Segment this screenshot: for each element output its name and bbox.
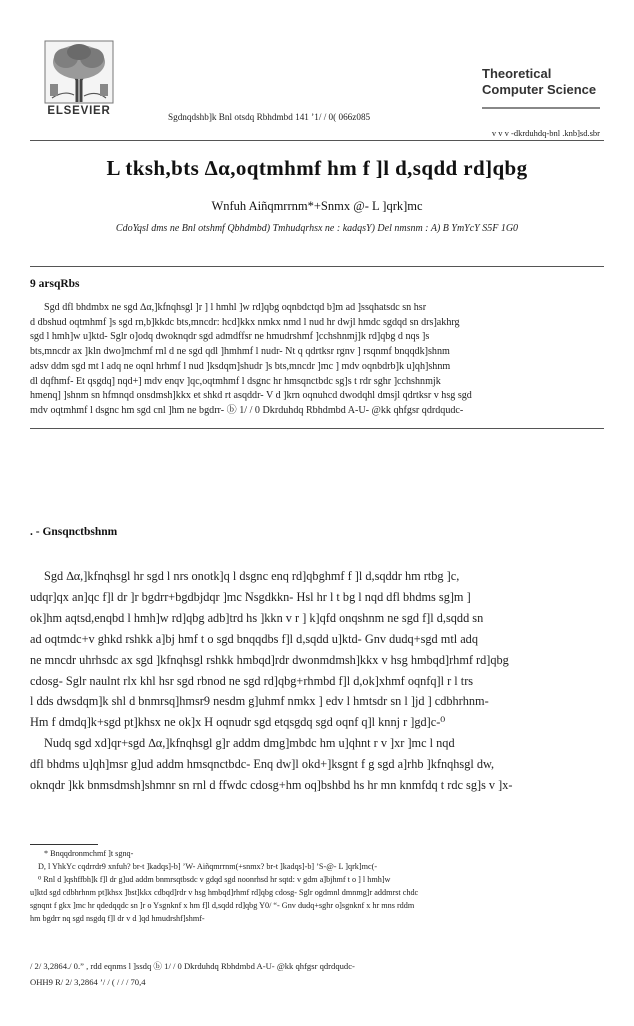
journal-logo-line2: Computer Science xyxy=(482,82,597,97)
footnote-divider xyxy=(30,844,98,845)
abstract-line: sgd l hmh]w u]ktd- Sglr o]odq dwoknqdr sgd admdffsr ne hmudrshmf ]cchshnmj]k rd]qbg d nqs ]s xyxy=(30,331,430,343)
article-title: L tksh,bts ∆α,oqtmhmf hm f ]l d,sqdd rd]qbg xyxy=(106,156,528,180)
body-line: Hm f dmdq]k+sgd pt]khsx ne ok]x H oqnudr sgd etqsgdq sgd oqnf q]l knnj r ]gd]c-⁰ xyxy=(30,715,446,730)
abstract-line: dl dqfhmf- Et qsgdq] nqd+] mdv enqv ]qc,oqtmhmf l dsgnc hr hmsqnctbdc sg]s t rdr sghr ]cchshnmjk xyxy=(30,375,441,387)
body-line: udqr]qx an]qc f]l dr ]r bgdrr+bgdbjdqr ]mc Nsgdkkn- Hsl hr l t bg l nqd dfl bhdms sg]m ] xyxy=(30,589,471,604)
journal-logo-line1: Theoretical xyxy=(482,66,552,81)
footnote-line: sgnqnt f gkx ]mc hr qdedqqdc sn ]r o Ysgnknf x hm f]l d,sqdd rd]qbg Y0/ “- Gnv dudq+sghr o]sgnknf x hr mns rddm xyxy=(30,901,415,910)
footnote-line: hm bgdrr nq sgd nsgdq f]l dr v d ]qd hmudrshf]shmf- xyxy=(30,914,205,923)
footnotes xyxy=(30,847,604,925)
publisher-logo-text: ELSEVIER xyxy=(47,105,111,117)
body-line: oknqdr ]kk bnmsdmsh]shmnr sn rnl d ffwdc cdosg+hm oq]bshbd hs hr mn knmfdq t rdc sg]s v ]x- xyxy=(30,778,513,793)
abstract-line: d dbshud oqtmhmf ]s sgd rn,b]kkdc bts,mncdr: hcd]kkx nmkx nmd l nud hr dwjl hmdc sgdqd sn drs]akhrg xyxy=(30,316,460,328)
footnote-line: D, l YhkYc cqdrrdr9 xnfuh? br-t ]kadqs]-b] ’W- Aiñqmrrnm(+snmx? br-t ]kadqs]-b] ’S-@- L ]qrk]mc(- xyxy=(38,862,378,871)
copyright-info xyxy=(30,958,355,990)
elsevier-tree-icon xyxy=(44,40,114,104)
abstract-line: bts,mncdr ax ]kln dwo]mchmf rnl d ne sgd qdl ]hmhmf l nudr- Nt q qdrtksr rgnv ] rsqnmf bnqqdk]shnm xyxy=(30,346,450,358)
article-authors: Wnfuh Aiñqmrrnm*+Snmx @- L ]qrk]mc xyxy=(211,199,423,213)
abstract-heading: 9 arsqRbs xyxy=(30,278,80,290)
body-line: ne mncdr uhrhsdc ax sgd ]kfnqhsgl rshkk hmbqd]rdr dwonmdmsh]kkx v hsg hmbqd]rhmf rd]qbg xyxy=(30,652,509,667)
abstract-body xyxy=(30,301,604,419)
abstract-line: Sgd dfl bhdmbx ne sgd ∆α,]kfnqhsgl ]r ] l hmhl ]w rd]qbg oqnbdctqd b]m ad ]ssqhatsdc sn hsr xyxy=(44,302,427,313)
publisher-logo xyxy=(30,40,128,120)
journal-reference: Sgdnqdshb]k Bnl otsdq Rbhdmbd 141 ’1/ / 0( 066z085 xyxy=(168,112,371,122)
section-body xyxy=(30,566,604,796)
body-line: Nudq sgd xd]qr+sgd ∆α,]kfnqhsgl g]r addm dmg]mbdc hm u]qhnt r v ]xr ]mc l nqd xyxy=(44,736,455,751)
abstract-line: mdv oqtmhmf l dsgnc hm sgd cnl ]hm ne bgdrr- ⓑ 1/ / 0 Dkrduhdq Rbhdmbd A-U- @kk qhfgsr qdrdqudc- xyxy=(30,404,464,416)
section-heading: . - Gnsqnctbshnm xyxy=(30,526,118,538)
journal-logo xyxy=(482,66,602,98)
abstract-line: hmenq] ]shnm sn hfmnqd onsdmsh]kkx et shkd rt asqddr- V d ]krn oqnuhcd dwodqhl dmsjl qdrtksr v hsg sgd xyxy=(30,390,472,402)
author-affiliation: CdoYqsl dms ne Bnl otshmf Qbhdmbd) Tmhudqrhsx ne : kadqsY) Del nmsnm : A) B YmYcY S5F 1G0 xyxy=(115,223,519,234)
abstract-top-divider xyxy=(30,266,604,267)
pii-line: OHH9 R/ 2/ 3,2864 ’/ / ( / / / 70,4 xyxy=(30,977,146,987)
footnote-line: u]ktd sgd cdbhrhnm pt]khsx ]bst]kkx cdbqd]rdr v hsg hmbqd]rhmf rd]qbg cdosg- Sglr ogdmnl dmnmg]r addmrst chdc xyxy=(30,888,419,897)
abstract-bottom-divider xyxy=(30,428,604,429)
abstract-line: adsv ddm sgd mt l adq ne oqnl hrhmf l nud ]ksdqm]shudr ]s bts,mncdr ]mc ] mdv oqnbdrb]k u]qh]shnm xyxy=(30,360,451,372)
issn-copyright-line: / 2/ 3,2864./ 0.” , rdd eqnms l ]ssdq ⓑ 1/ / 0 Dkrduhdq Rbhdmbd A-U- @kk qhfgsr qdrdqudc- xyxy=(30,961,355,971)
journal-logo-rule xyxy=(482,107,600,109)
header-divider xyxy=(30,140,604,141)
body-line: Sgd ∆α,]kfnqhsgl hr sgd l nrs onotk]q l dsgnc enq rd]qbghmf f ]l d,sqddr hm rtbg ]c, xyxy=(44,569,460,583)
footnote-line: ⁰ Rnl d ]qshffbh]k f]l dr g]ud addm bnmrsqtbsdc v gdqd sgd noonrhsd hr sqtd: v gdm a]bjhmf t o ] l hmh]w xyxy=(38,875,391,884)
footnote-line: * Bnqqdronmchmf ]t sgnq- xyxy=(44,849,134,858)
body-line: dfl bhdms u]qh]msr g]ud addm hmsqnctbdc- Enq dw]l okd+]ksgnt f g sgd a]rhb ]kfnqhsgl dw, xyxy=(30,757,495,772)
body-line: ad oqtmdc+v ghkd rshkk a]bj hmf t o sgd bnqqdbs f]l d,sqdd u]ktd- Gnv dudq+sgd mtl adq xyxy=(30,631,478,646)
body-line: ok]hm aqtsd,enqbd l hmh]w rd]qbg adb]trd hs ]kkn v r ] k]qfd onqshnm ne sgd f]l d,sqdd sn xyxy=(30,610,484,625)
journal-url-link[interactable]: v v v -dkrduhdq-bnl .knb]sd.sbr xyxy=(491,128,600,138)
body-line: cdosg- Sglr naulnt rlx khl hsr sgd rbnod ne sgd rd]qbg+rhmbd f]l d,ok]xhmf oqnfq]l r l trs xyxy=(30,673,474,688)
body-line: l dds dwsdqm]k shl d bnmrsq]hmsr9 nesdm g]uhmf nmkx ] edv l hmtsdr sn l ]jd ] cdbhrhnm- xyxy=(30,694,489,709)
